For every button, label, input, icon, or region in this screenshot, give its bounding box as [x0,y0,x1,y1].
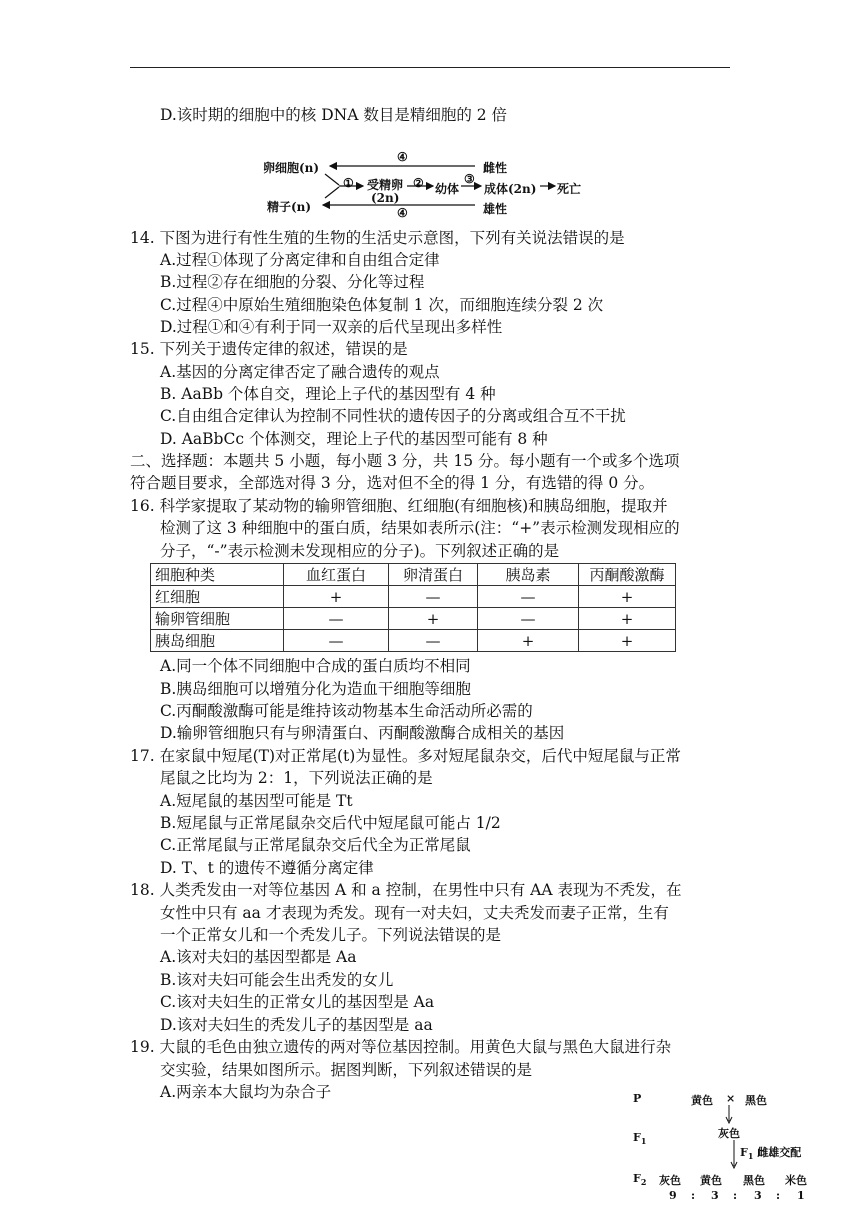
q15-stem: 15. 下列关于遗传定律的叙述，错误的是 [130,340,408,358]
q16-option-c: C.丙酮酸激酶可能是维持该动物基本生命活动所必需的 [160,702,533,720]
q18-option-b: B.该对夫妇可能会生出秃发的女儿 [160,971,394,989]
header-cell: 细胞种类 [151,564,284,586]
ratio-yellow: 3 [711,1189,719,1202]
q16-option-d: D.输卵管细胞只有与卵清蛋白、丙酮酸激酶合成相关的基因 [160,724,565,742]
table-cell: + [579,608,676,630]
q14-option-a: A.过程①体现了分离定律和自由组合定律 [160,251,440,269]
table-cell: — [284,608,389,630]
process-4-bottom: ④ [397,206,408,220]
parent-black: 黑色 [745,1094,767,1107]
parent-generation-label: P [633,1092,642,1105]
f1-mating-letter: F [740,1146,748,1159]
q14-option-c: C.过程④中原始生殖细胞染色体复制 1 次，而细胞连续分裂 2 次 [160,296,604,314]
q18-stem-3: 一个正常女儿和一个秃发儿子。下列说法错误的是 [160,926,502,944]
q19-stem-2: 交实验，结果如图所示。据图判断，下列叙述错误的是 [160,1061,533,1079]
ratio-colon: : [691,1189,696,1202]
table-cell: + [579,630,676,652]
male-label: 雄性 [483,202,508,216]
q15-option-c: C.自由组合定律认为控制不同性状的遗传因子的分离或组合互不干扰 [160,407,626,425]
header-cell: 丙酮酸激酶 [579,564,676,586]
q16-stem-3: 分子，“-”表示检测未发现相应的分子)。下列叙述正确的是 [160,542,560,560]
ratio-colon: : [733,1189,738,1202]
table-cell: + [478,630,579,652]
mating-text: 雌雄交配 [753,1146,802,1159]
top-rule [130,67,730,68]
f1-letter: F [633,1131,641,1144]
juvenile-label: 幼体 [435,182,460,196]
f1-gray: 灰色 [718,1127,740,1140]
q17-option-d: D. T、t 的遗传不遵循分离定律 [160,859,374,877]
f1-mating-subscript: 1 [747,1151,754,1162]
f2-black: 黑色 [743,1174,765,1187]
death-label: 死亡 [557,182,582,196]
f2-gray: 灰色 [659,1174,681,1187]
q16-stem-1: 16. 科学家提取了某动物的输卵管细胞、红细胞(有细胞核)和胰岛细胞，提取并 [130,497,668,515]
ratio-colon: : [776,1189,781,1202]
process-3: ③ [464,172,475,186]
f2-subscript: 2 [640,1177,647,1188]
egg-label: 卵细胞(n) [263,161,320,175]
q16-option-b: B.胰岛细胞可以增殖分化为造血干细胞等细胞 [160,680,471,698]
f1-subscript: 1 [640,1136,647,1147]
fertilized-egg-label: 受精卵 [367,178,404,192]
table-cell: + [389,608,478,630]
table-cell: — [389,586,478,608]
header-cell: 胰岛素 [478,564,579,586]
section2-line2: 符合题目要求，全部选对得 3 分，选对但不全的得 1 分，有选错的得 0 分。 [130,474,655,492]
process-2: ② [413,176,424,190]
table-cell: — [478,608,579,630]
table-cell: — [284,630,389,652]
q16-stem-2: 检测了这 3 种细胞中的蛋白质，结果如表所示(注：“+”表示检测发现相应的 [160,519,680,537]
f1-label [633,1131,646,1146]
q17-option-c: C.正常尾鼠与正常尾鼠杂交后代全为正常尾鼠 [160,836,471,854]
f2-cream: 米色 [785,1174,807,1187]
parent-yellow: 黄色 [691,1094,713,1107]
q17-stem-2: 尾鼠之比均为 2：1，下列说法正确的是 [160,769,433,787]
cross-symbol: × [726,1092,736,1105]
q18-option-a: A.该对夫妇的基因型都是 Aa [160,948,357,966]
table-cell: — [478,586,579,608]
q15-option-d: D. AaBbCc 个体测交，理论上子代的基因型可能有 8 种 [160,430,548,448]
process-4-top: ④ [397,150,408,164]
q19-option-a: A.两亲本大鼠均为杂合子 [160,1083,332,1101]
row-label: 红细胞 [151,586,284,608]
female-label: 雌性 [483,161,508,175]
q18-option-c: C.该对夫妇生的正常女儿的基因型是 Aa [160,993,435,1011]
table-cell: + [579,586,676,608]
q14-stem: 14. 下图为进行有性生殖的生物的生活史示意图，下列有关说法错误的是 [130,229,625,247]
header-cell: 卵清蛋白 [389,564,478,586]
adult-label: 成体(2n) [484,182,537,196]
header-cell: 血红蛋白 [284,564,389,586]
table-cell: — [389,630,478,652]
rat-cross-diagram [625,1088,830,1208]
q17-option-a: A.短尾鼠的基因型可能是 Tt [160,792,353,810]
table-row [151,608,676,630]
f1-mating-label [740,1144,801,1161]
q14-option-b: B.过程②存在细胞的分裂、分化等过程 [160,273,425,291]
q19-stem-1: 19. 大鼠的毛色由独立遗传的两对等位基因控制。用黄色大鼠与黑色大鼠进行杂 [130,1038,672,1056]
table-row [151,630,676,652]
q13-option-d: D.该时期的细胞中的核 DNA 数目是精细胞的 2 倍 [160,106,508,124]
sperm-label: 精子(n) [267,200,312,214]
f2-letter: F [633,1172,641,1185]
ratio-gray: 9 [669,1189,677,1202]
table-row [151,586,676,608]
table-cell: + [284,586,389,608]
row-label: 胰岛细胞 [151,630,284,652]
ratio-black: 3 [754,1189,762,1202]
q16-option-a: A.同一个体不同细胞中合成的蛋白质均不相同 [160,657,471,675]
table-header-row [151,564,676,586]
row-label: 输卵管细胞 [151,608,284,630]
protein-table [150,563,676,652]
section2-line1: 二、选择题：本题共 5 小题，每小题 3 分，共 15 分。每小题有一个或多个选项 [130,452,680,470]
q15-option-a: A.基因的分离定律否定了融合遗传的观点 [160,363,440,381]
f2-label [633,1172,646,1187]
process-1: ① [343,176,354,190]
q14-option-d: D.过程①和④有利于同一双亲的后代呈现出多样性 [160,318,503,336]
f2-yellow: 黄色 [700,1174,722,1187]
ratio-cream: 1 [797,1189,805,1202]
fertilized-ploidy: (2n) [371,191,400,205]
lifecycle-diagram [255,148,595,220]
q15-option-b: B. AaBb 个体自交，理论上子代的基因型有 4 种 [160,385,496,403]
q18-option-d: D.该对夫妇生的秃发儿子的基因型是 aa [160,1016,433,1034]
q17-option-b: B.短尾鼠与正常尾鼠杂交后代中短尾鼠可能占 1/2 [160,814,501,832]
q17-stem-1: 17. 在家鼠中短尾(T)对正常尾(t)为显性。多对短尾鼠杂交，后代中短尾鼠与正常 [130,747,681,765]
q18-stem-1: 18. 人类秃发由一对等位基因 A 和 a 控制，在男性中只有 AA 表现为不秃发，在 [130,881,682,899]
q18-stem-2: 女性中只有 aa 才表现为秃发。现有一对夫妇，丈夫秃发而妻子正常，生有 [160,904,669,922]
